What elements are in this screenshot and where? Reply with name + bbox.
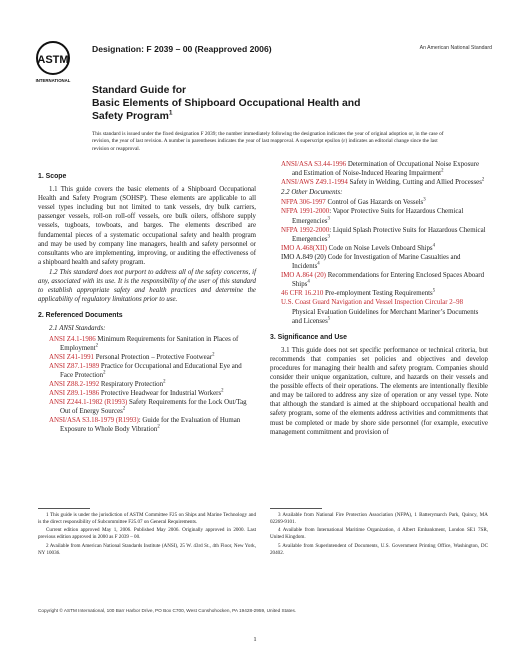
footnote-marker: 3 [423, 198, 426, 204]
reference-title: : Guide for the Evaluation of Human Exposure to Whole Body Vibration [60, 417, 241, 434]
ansi-subheading: 2.1 ANSI Standards: [49, 325, 106, 333]
reference-code-link[interactable]: 46 CFR 16.210 [281, 290, 324, 298]
reference-code-link[interactable]: ANSI Z89.1-1986 [49, 390, 100, 398]
reference-item [281, 178, 488, 187]
footnote-marker: 2 [103, 370, 106, 376]
reference-code-link[interactable]: IMO A.864 (20) [281, 272, 326, 280]
reference-item [281, 226, 488, 244]
reference-title: Code on Noise Levels Onboard Ships [326, 244, 433, 252]
reference-title: : Vapor Protective Suits for Hazardous Chemical Emergencies [292, 208, 464, 225]
reference-title: Practice for Occupational and Educational Eye and Face Protection [60, 362, 242, 379]
reference-code-link[interactable]: ANSI Z244.1-1982 (R1993) [49, 399, 128, 407]
scope-paragraph-2: 1.2 This standard does not purport to address all of the safety concerns, if any, associated with its use. It is the responsibility of the user of this standard to establish appropriate safety and health practices and determine the applicability of regulatory limitations prior to use. [38, 268, 256, 304]
reference-item [49, 398, 256, 416]
footnote-marker: 4 [307, 279, 310, 285]
reference-item [49, 380, 256, 389]
reference-title: Safety in Welding, Cutting and Allied Processes [347, 179, 482, 187]
footnote-marker: 3 [327, 234, 330, 240]
footnote-marker: 2 [157, 425, 160, 431]
reference-title: Physical Evaluation Guidelines for Merchant Mariner’s Documents and Licenses [292, 308, 479, 325]
reference-title: Safety Requirements for the Lock Out/Tag Out of Energy Sources [60, 399, 247, 416]
designation: Designation: F 2039 – 00 (Reapproved 2006) [92, 44, 272, 54]
footnote-marker: 2 [441, 168, 444, 174]
reference-code-link[interactable]: ANSI/AWS Z49.1-1994 [281, 179, 348, 187]
footnote: 4 Available from International Maritime Organization, 4 Albert Embankment, London SE1 7SR, United Kingdom. [270, 527, 488, 541]
footnote-rule-left [38, 508, 90, 509]
reference-code-link[interactable]: ANSI Z4.1-1986 [49, 335, 96, 343]
copyright-notice: Copyright © ASTM International, 100 Barr Harbor Drive, PO Box C700, West Conshohocken, PA 19428-2959, United States. [38, 608, 297, 613]
other-ref-list [270, 198, 488, 325]
reference-item [281, 244, 488, 253]
reference-title: Personal Protection – Protective Footwear [93, 353, 213, 361]
reference-title: : Liquid Splash Protective Suits for Hazardous Chemical Emergencies [292, 226, 486, 243]
document-title [92, 84, 422, 123]
footnote-marker: 3 [327, 216, 330, 222]
reference-item [281, 289, 488, 298]
reference-title: Minimum Requirements for Sanitation in Places of Employment [60, 335, 239, 352]
significance-heading: 3. Significance and Use [270, 333, 347, 341]
reference-code-link[interactable]: ANSI/ASA S3.18-1979 (R1993) [49, 417, 139, 425]
reference-title: IMO A.849 (20) Code for Investigation of Marine Casualties and Incidents [281, 253, 461, 271]
title-line-2: Basic Elements of Shipboard Occupational Health and [92, 98, 361, 109]
footnote: Current edition approved May 1, 2006. Published May 2006. Originally approved in 2000. Last previous edition approved in 2000 as F 2039 – 00. [38, 527, 256, 541]
footnote-marker: 2 [163, 379, 166, 385]
footnote: 5 Available from Superintendent of Documents, U.S. Government Printing Office, Washington, DC 20402. [270, 542, 488, 556]
org-note: An American National Standard [419, 45, 492, 51]
footnote-marker: 4 [432, 243, 435, 249]
reference-item [49, 389, 256, 398]
reference-title: Determination of Occupational Noise Exposure and Estimation of Noise-Induced Hearing Impairment [292, 161, 480, 178]
scope-heading: 1. Scope [38, 173, 67, 180]
reference-item [281, 253, 488, 271]
reference-code-link[interactable]: ANSI Z87.1-1989 [49, 362, 100, 370]
reference-item [281, 198, 488, 207]
reference-code-link[interactable]: U.S. Coast Guard Navigation and Vessel Inspection Circular 2–98 [281, 299, 464, 307]
reference-item [49, 416, 256, 434]
footnote-marker: 2 [122, 406, 126, 412]
reference-item [49, 335, 256, 353]
ansi-ref-list-continued [270, 160, 488, 187]
reference-item [281, 207, 488, 225]
footnote-marker: 4 [317, 261, 320, 267]
footnotes-left [38, 512, 256, 558]
reference-code-link[interactable]: ANSI/ASA S3.44-1996 [281, 161, 347, 168]
footnote-marker: 5 [327, 316, 331, 322]
significance-paragraph-1: 3.1 This guide does not set specific performance or technical criteria, but recommends that companies set policies and objectives and develop procedures for managing their health and safety program. Companies should consider their unique organization, culture, and hazards on their vessels and the possible effects of their operations. The elements are intentionally flexible and may be tailored to address any size of operation or any vessel type. Note that although the standard is aimed at the shipboard occupational health and safety program, some of the elements address activities and commitments that must be completed or made by shore side personnel (for example, executive management commitment and provision of [270, 346, 488, 436]
reference-code-link[interactable]: NFPA 1991-2000 [281, 208, 330, 216]
reference-code-link[interactable]: NFPA 306-1997 [281, 199, 326, 207]
reference-code-link[interactable]: ANSI Z41-1991 [49, 353, 94, 361]
footnote-marker: 2 [481, 177, 485, 183]
footnote-marker: 5 [432, 289, 436, 295]
astm-logo [34, 40, 72, 84]
footnote: 3 Available from National Fire Protection Association (NFPA), 1 Batterymarch Park, Quincy, MA 02269-9101. [270, 512, 488, 525]
issue-note: This standard is issued under the fixed designation F 2039; the number immediately following the designation indicates the year of original adoption or, in the case of revision, the year of last revision. A number in parentheses indicates the year of last reapproval. A superscript epsilon (ε) indicates an editorial change since the last revision or reapproval. [92, 131, 444, 152]
footnote-marker: 2 [212, 352, 215, 358]
footnote-rule-right [270, 508, 322, 509]
footnote: 1 This guide is under the jurisdiction of ASTM Committee F25 on Ships and Marine Technology and is the direct responsibility of Subcommittee F25.07 on General Requirements. [38, 512, 256, 525]
page-number: 1 [253, 636, 257, 643]
title-line-3: Safety Program$^1$ [92, 109, 173, 122]
reference-title: Pre-employment Testing Requirements [323, 290, 433, 298]
reference-code-link[interactable]: ANSI Z88.2-1992 [49, 380, 100, 388]
reference-code-link[interactable]: NFPA 1992-2000 [281, 226, 330, 234]
right-column [270, 160, 488, 438]
left-column [38, 172, 256, 435]
refs-heading: 2. Referenced Documents [38, 312, 123, 320]
reference-title: Control of Gas Hazards on Vessels [325, 199, 424, 207]
reference-item [281, 160, 488, 178]
reference-title: Respiratory Protection [99, 380, 164, 388]
reference-title: Protective Headwear for Industrial Workers [99, 390, 222, 398]
reference-item [281, 298, 488, 325]
svg-text:ASTM: ASTM [37, 54, 69, 66]
title-line-1: Standard Guide for [92, 85, 187, 96]
footnote-marker: 2 [221, 388, 224, 394]
footnote: 2 Available from American National Standards Institute (ANSI), 25 W. 43rd St., 4th Floor, New York, NY 10036. [38, 542, 256, 556]
other-docs-subheading: 2.2 Other Documents: [281, 189, 343, 197]
reference-item [49, 353, 256, 362]
scope-paragraph-1: 1.1 This guide covers the basic elements of a Shipboard Occupational Health and Safety Program (SOHSP). These elements are applicable to all vessel types including but not limited to tank vessels, dry bulk carriers, passenger vessels, roll-on roll-off vessels, ore bulk oilers, offshore supply vessels, tugboats, towboats, and barges. The elements described are fundamental pieces of a systematic occupational safety and health program and may be used by company line managers, health and safety personnel or consultants who are implementing, improving, or auditing the effectiveness of a shipboard health and safety program. [38, 186, 256, 266]
footnote-marker: 2 [95, 343, 99, 349]
footnotes-right [270, 512, 488, 558]
reference-title: Recommendations for Entering Enclosed Spaces Aboard Ships [292, 272, 485, 289]
reference-item [281, 271, 488, 289]
svg-text:INTERNATIONAL: INTERNATIONAL [35, 78, 71, 83]
ansi-ref-list [38, 335, 256, 435]
reference-code-link[interactable]: IMO A.468(XII) [281, 244, 327, 252]
reference-item [49, 362, 256, 380]
